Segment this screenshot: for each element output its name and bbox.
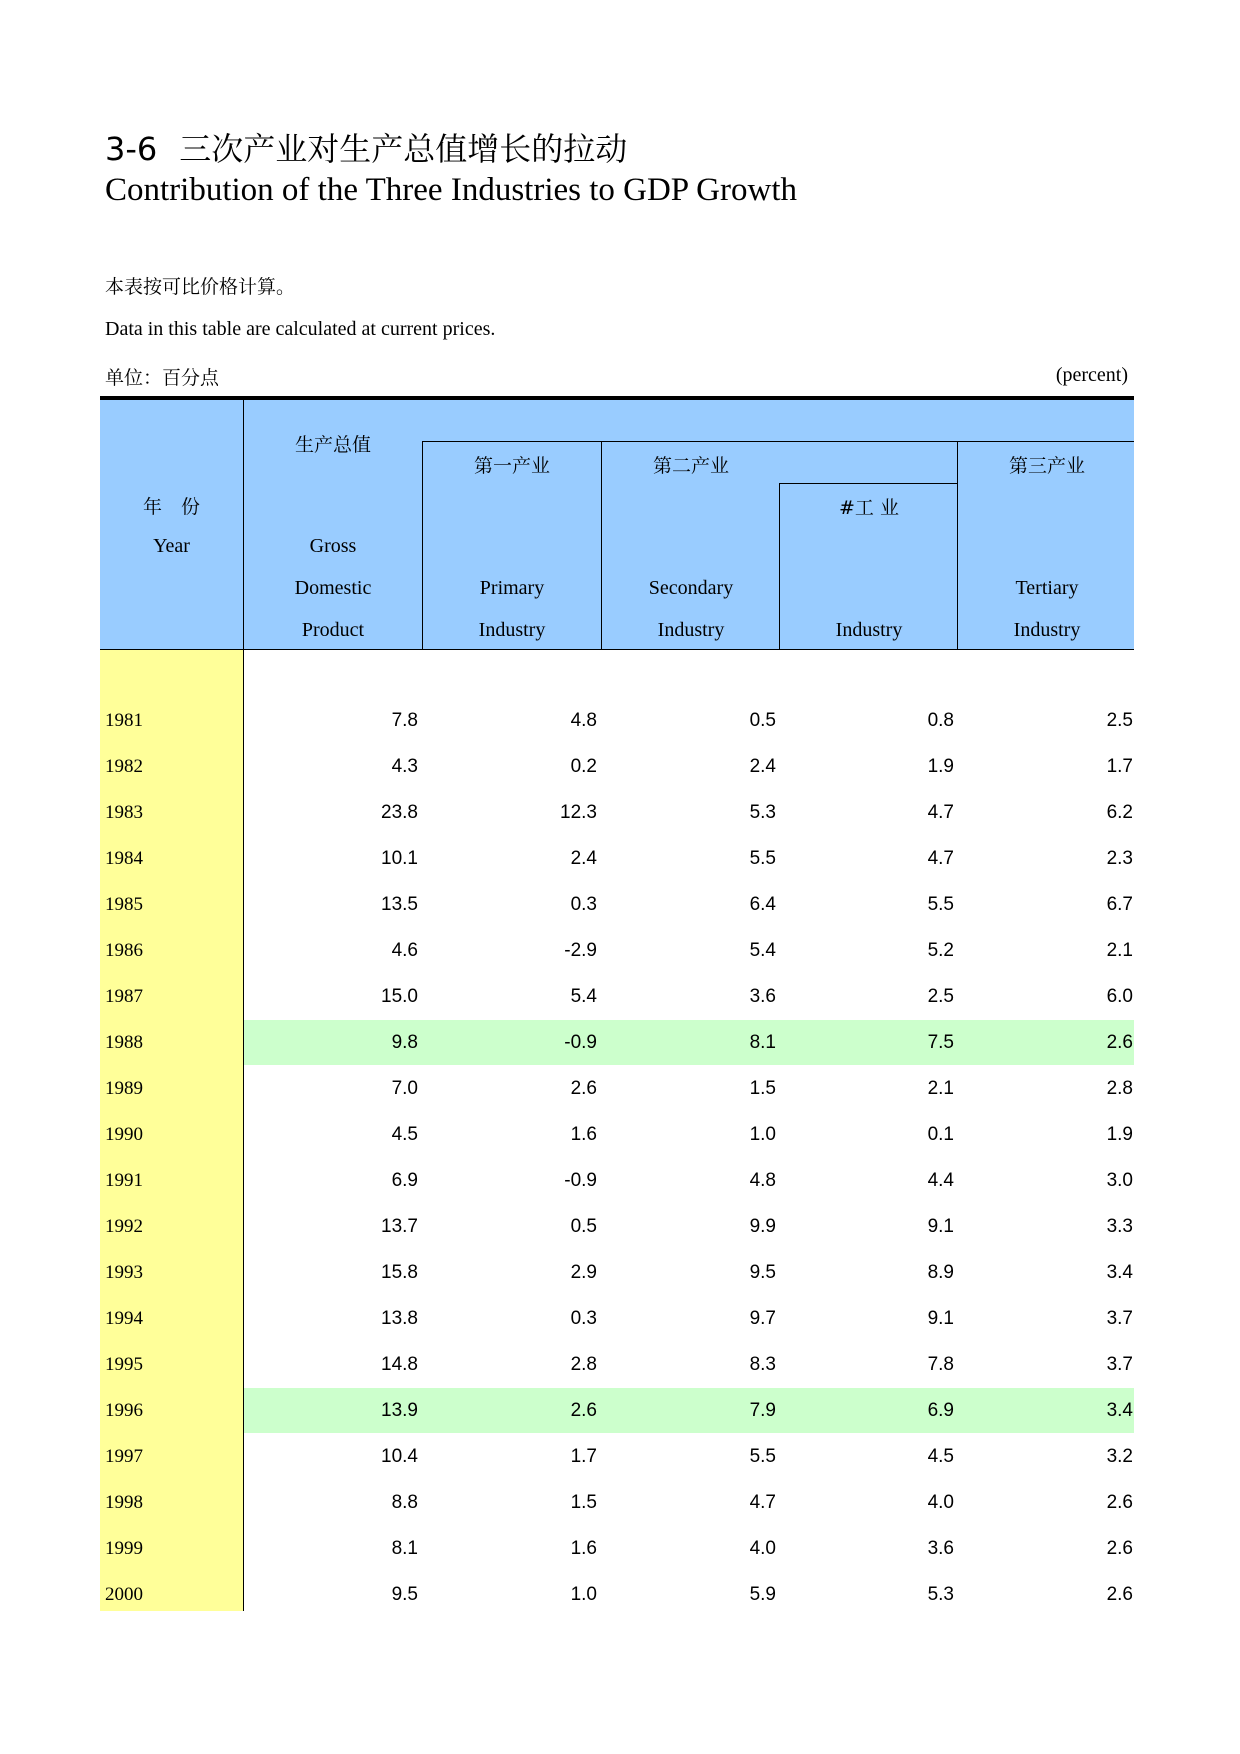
cell-secondary: 9.9 [749, 1216, 776, 1237]
cell-primary: 1.0 [570, 1584, 597, 1605]
cell-industry: 6.9 [927, 1400, 954, 1421]
row-year: 1984 [105, 848, 143, 869]
row-year: 1996 [105, 1400, 143, 1421]
cell-secondary: 1.5 [749, 1078, 776, 1099]
row-year: 1986 [105, 940, 143, 961]
row-year: 1998 [105, 1492, 143, 1513]
row-year: 1994 [105, 1308, 143, 1329]
cell-industry: 8.9 [927, 1262, 954, 1283]
table-row [100, 1157, 1134, 1203]
cell-industry: 5.5 [927, 894, 954, 915]
cell-primary: 1.5 [570, 1492, 597, 1513]
header-secondary-en-1: Secondary [648, 577, 734, 599]
cell-secondary: 8.3 [749, 1354, 776, 1375]
table-row [100, 1203, 1134, 1249]
cell-tertiary: 2.1 [1106, 940, 1133, 961]
note-cn: 本表按可比价格计算。 [105, 276, 296, 298]
table-row [100, 697, 1134, 743]
cell-tertiary: 1.9 [1106, 1124, 1133, 1145]
cell-gdp: 10.4 [381, 1446, 418, 1467]
cell-tertiary: 2.8 [1106, 1078, 1133, 1099]
cell-industry: 4.7 [927, 802, 954, 823]
cell-industry: 7.5 [927, 1032, 954, 1053]
cell-industry: 5.2 [927, 940, 954, 961]
row-year: 1985 [105, 894, 143, 915]
cell-gdp: 14.8 [381, 1354, 418, 1375]
cell-gdp: 8.8 [391, 1492, 418, 1513]
cell-gdp: 15.8 [381, 1262, 418, 1283]
cell-secondary: 5.4 [749, 940, 776, 961]
header-industry-en: Industry [835, 619, 903, 641]
table-row [100, 1571, 1134, 1617]
cell-secondary: 5.3 [749, 802, 776, 823]
cell-secondary: 5.9 [749, 1584, 776, 1605]
cell-gdp: 8.1 [391, 1538, 418, 1559]
cell-secondary: 2.4 [749, 756, 776, 777]
table-row [100, 1065, 1134, 1111]
cell-tertiary: 2.3 [1106, 848, 1133, 869]
cell-primary: 2.6 [570, 1078, 597, 1099]
cell-gdp: 4.3 [391, 756, 418, 777]
cell-tertiary: 2.6 [1106, 1032, 1133, 1053]
cell-tertiary: 3.0 [1106, 1170, 1133, 1191]
table-row [100, 973, 1134, 1019]
row-year: 1982 [105, 756, 143, 777]
cell-primary: 2.6 [570, 1400, 597, 1421]
table-number: 3-6 [105, 130, 158, 168]
cell-primary: 1.6 [570, 1538, 597, 1559]
cell-industry: 0.1 [927, 1124, 954, 1145]
table-row [100, 789, 1134, 835]
table-row [100, 835, 1134, 881]
unit-label-en: (percent) [1055, 364, 1128, 386]
cell-tertiary: 6.0 [1106, 986, 1133, 1007]
header-gdp-en-3: Product [301, 619, 365, 641]
cell-industry: 3.6 [927, 1538, 954, 1559]
cell-tertiary: 2.6 [1106, 1584, 1133, 1605]
cell-gdp: 15.0 [381, 986, 418, 1007]
cell-secondary: 4.7 [749, 1492, 776, 1513]
cell-secondary: 9.5 [749, 1262, 776, 1283]
cell-gdp: 10.1 [381, 848, 418, 869]
row-year: 1992 [105, 1216, 143, 1237]
row-year: 1993 [105, 1262, 143, 1283]
header-secondary-cn: 第二产业 [652, 455, 729, 477]
cell-gdp: 13.8 [381, 1308, 418, 1329]
cell-industry: 4.0 [927, 1492, 954, 1513]
table-row [100, 1249, 1134, 1295]
row-year: 1997 [105, 1446, 143, 1467]
header-bottom-rule [100, 649, 1134, 650]
table-row [100, 927, 1134, 973]
table-row [100, 1387, 1134, 1433]
cell-tertiary: 6.7 [1106, 894, 1133, 915]
cell-tertiary: 2.6 [1106, 1492, 1133, 1513]
cell-secondary: 0.5 [749, 710, 776, 731]
header-tertiary-en-2: Industry [1013, 619, 1081, 641]
cell-gdp: 4.6 [391, 940, 418, 961]
cell-tertiary: 3.7 [1106, 1308, 1133, 1329]
cell-gdp: 9.8 [391, 1032, 418, 1053]
row-year: 1989 [105, 1078, 143, 1099]
cell-primary: 1.7 [570, 1446, 597, 1467]
cell-primary: 2.8 [570, 1354, 597, 1375]
header-subline [422, 441, 1134, 442]
row-year: 2000 [105, 1584, 143, 1605]
cell-industry: 9.1 [927, 1308, 954, 1329]
row-year: 1995 [105, 1354, 143, 1375]
table-row [100, 1341, 1134, 1387]
cell-tertiary: 3.4 [1106, 1400, 1133, 1421]
cell-tertiary: 3.2 [1106, 1446, 1133, 1467]
cell-primary: -2.9 [564, 940, 597, 961]
table-row [100, 1479, 1134, 1525]
table-row [100, 1111, 1134, 1157]
cell-secondary: 8.1 [749, 1032, 776, 1053]
cell-gdp: 9.5 [391, 1584, 418, 1605]
cell-secondary: 4.0 [749, 1538, 776, 1559]
cell-industry: 2.5 [927, 986, 954, 1007]
cell-primary: 2.9 [570, 1262, 597, 1283]
cell-gdp: 13.5 [381, 894, 418, 915]
header-tertiary-cn: 第三产业 [1008, 455, 1085, 477]
cell-tertiary: 2.5 [1106, 710, 1133, 731]
table-row [100, 1019, 1134, 1065]
cell-gdp: 7.8 [391, 710, 418, 731]
cell-industry: 0.8 [927, 710, 954, 731]
cell-secondary: 5.5 [749, 848, 776, 869]
cell-primary: 0.3 [570, 894, 597, 915]
cell-industry: 4.5 [927, 1446, 954, 1467]
cell-secondary: 4.8 [749, 1170, 776, 1191]
cell-gdp: 7.0 [391, 1078, 418, 1099]
cell-industry: 4.4 [927, 1170, 954, 1191]
cell-industry: 9.1 [927, 1216, 954, 1237]
cell-industry: 7.8 [927, 1354, 954, 1375]
cell-gdp: 23.8 [381, 802, 418, 823]
cell-primary: 0.3 [570, 1308, 597, 1329]
cell-tertiary: 3.4 [1106, 1262, 1133, 1283]
row-year: 1990 [105, 1124, 143, 1145]
header-gdp-cn: 生产总值 [294, 434, 371, 456]
cell-primary: -0.9 [564, 1170, 597, 1191]
cell-primary: -0.9 [564, 1032, 597, 1053]
page-title-cn [105, 124, 627, 170]
cell-tertiary: 2.6 [1106, 1538, 1133, 1559]
row-year: 1981 [105, 710, 143, 731]
cell-secondary: 7.9 [749, 1400, 776, 1421]
cell-tertiary: 3.7 [1106, 1354, 1133, 1375]
row-year: 1999 [105, 1538, 143, 1559]
header-industry-cn: #工 业 [839, 497, 899, 519]
header-industry-line [779, 483, 957, 484]
header-year-en: Year [153, 535, 190, 557]
table-row [100, 881, 1134, 927]
cell-secondary: 1.0 [749, 1124, 776, 1145]
header-primary-en-1: Primary [479, 577, 545, 599]
cell-industry: 4.7 [927, 848, 954, 869]
header-year-cn: 年 份 [142, 496, 200, 518]
title-cn-text: 三次产业对生产总值增长的拉动 [179, 130, 628, 168]
header-gdp-en-1: Gross [309, 535, 357, 557]
header-primary-cn: 第一产业 [473, 455, 550, 477]
cell-primary: 1.6 [570, 1124, 597, 1145]
note-en: Data in this table are calculated at current prices. [105, 318, 496, 340]
table-row [100, 743, 1134, 789]
cell-tertiary: 3.3 [1106, 1216, 1133, 1237]
cell-secondary: 6.4 [749, 894, 776, 915]
cell-gdp: 4.5 [391, 1124, 418, 1145]
page-title-en: Contribution of the Three Industries to GDP Growth [105, 172, 798, 208]
cell-secondary: 3.6 [749, 986, 776, 1007]
header-secondary-en-2: Industry [657, 619, 725, 641]
row-year: 1988 [105, 1032, 143, 1053]
cell-industry: 5.3 [927, 1584, 954, 1605]
cell-industry: 1.9 [927, 756, 954, 777]
row-year: 1987 [105, 986, 143, 1007]
cell-primary: 0.5 [570, 1216, 597, 1237]
cell-primary: 0.2 [570, 756, 597, 777]
cell-tertiary: 6.2 [1106, 802, 1133, 823]
header-gdp-en-2: Domestic [294, 577, 372, 599]
cell-secondary: 9.7 [749, 1308, 776, 1329]
table-row [100, 1433, 1134, 1479]
table-row [100, 1295, 1134, 1341]
cell-gdp: 13.7 [381, 1216, 418, 1237]
cell-industry: 2.1 [927, 1078, 954, 1099]
header-primary-en-2: Industry [478, 619, 546, 641]
cell-primary: 5.4 [570, 986, 597, 1007]
unit-label-cn: 单位：百分点 [105, 367, 220, 389]
cell-gdp: 6.9 [391, 1170, 418, 1191]
cell-gdp: 13.9 [381, 1400, 418, 1421]
cell-primary: 2.4 [570, 848, 597, 869]
cell-primary: 4.8 [570, 710, 597, 731]
cell-tertiary: 1.7 [1106, 756, 1133, 777]
row-year: 1991 [105, 1170, 143, 1191]
header-tertiary-en-1: Tertiary [1015, 577, 1079, 599]
row-year: 1983 [105, 802, 143, 823]
table-row [100, 1525, 1134, 1571]
cell-secondary: 5.5 [749, 1446, 776, 1467]
cell-primary: 12.3 [560, 802, 597, 823]
